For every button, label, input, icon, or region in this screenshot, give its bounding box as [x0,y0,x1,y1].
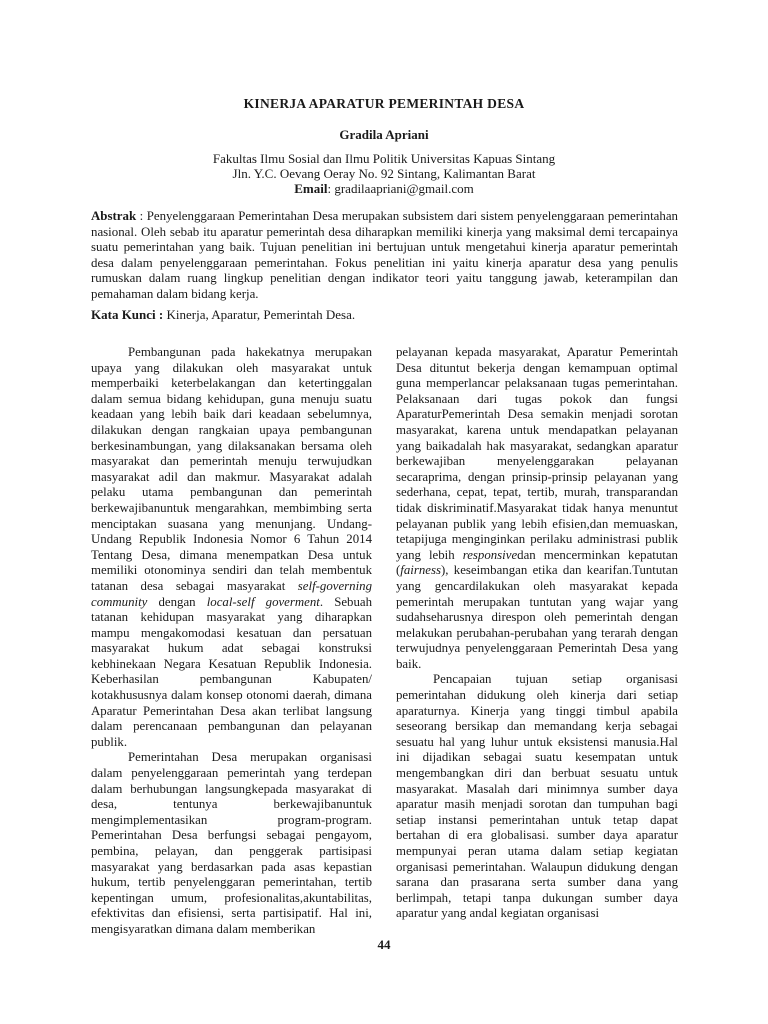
author-email [0,181,768,196]
italic-term: self-governing community [91,578,372,609]
italic-term: local-self goverment [206,594,320,609]
paragraph: Pemerintahan Desa merupakan organisasi dalam penyelenggaraan pemerintah yang terdepan dalam berhubungan langsungkepada masyarakat di desa, tentunya berkewajibanuntuk mengimplementasikan program-program. Pemerintahan Desa berfungsi sebagai pengayom, pembina, pelayan, dan penggerak partisipasi masyarakat yang berdasarkan pada asas kepastian hukum, tertib penyelenggaran pemerintahan, tertib kepentingan umum, profesionalitas,akuntabilitas, efektivitas dan efisiensi, serta partisipatif. Hal ini, mengisyaratkan dimana dalam memberikan [91,750,372,936]
body-column-right [396,345,678,922]
keywords-label: Kata Kunci : [91,307,164,322]
page-number: 44 [377,937,391,952]
italic-term: responsive [462,547,518,562]
italic-term: fairness [400,563,441,578]
email-value: : gradilaapriani@gmail.com [327,181,474,196]
body-column-left [91,345,372,938]
keywords [91,307,678,323]
email-label: Email [294,181,328,196]
author-affiliation [0,151,768,196]
paragraph [396,345,678,672]
paragraph-text: Pembangunan pada hakekatnya merupakan upaya yang dilakukan oleh masyarakat untuk memperbaiki keterbelakangan dan ketertinggalan dalam semua bidang kehidupan, guna menuju suatu keadaan yang lebih baik dari keadaan sebelumnya, dilakukan dengan rangkaian upaya pembangunan berkesinambungan, yang dilaksanakan bersama oleh masyarakat dan pemerintah menuju terwujudkan masyarakat adil dan makmur. Masyarakat adalah pelaku utama pembangunan dan pemerintah berkewajibanuntuk mengarahkan, membimbing serta menciptakan suasana yang menunjang. Undang-Undang Republik Indonesia Nomor 6 Tahun 2014 Tentang Desa, dimana menempatkan Desa untuk memiliki otonominya sendiri dan telah membentuk tatanan desa sebagai masyarakat [91,345,372,593]
paragraph-text: dengan [147,594,207,609]
affiliation-line-1: Fakultas Ilmu Sosial dan Ilmu Politik Universitas Kapuas Sintang [212,151,556,166]
paragraph-text: . Sebuah tatanan kehidupan masyarakat yang diharapkan mampu mengakomodasi kesatuan dan persatuan masyarakat hukum adat sebagai konstruksi kebhinekaan Negara Kesatuan Republik Indonesia. Keberhasilan pembangunan Kabupaten/ kotakhususnya dalam konsep otonomi daerah, dimana Aparatur Pemerintahan Desa akan terlibat langsung dalam perencanaan pembangunan dan pelayanan publik. [91,594,373,749]
affiliation-line-2: Jln. Y.C. Oevang Oeray No. 92 Sintang, Kalimantan Barat [232,166,536,181]
paper-author: Gradila Apriani [339,127,429,142]
paragraph-text: dan mencerminkan kepatutan ( [396,547,678,578]
abstract-text: : Penyelenggaraan Pemerintahan Desa merupakan subsistem dari sistem penyelenggaraan pemerintahan nasional. Oleh sebab itu aparatur pemerintah desa diharapkan memiliki kinerja yang maksimal demi tercapainya suatu pemerintahan yang baik. Tujuan penelitian ini bertujuan untuk mengetahui kinerja aparatur pemerintah desa dalam penyelenggaraan pemerintahan. Fokus penelitian ini yaitu kinerja aparatur desa yang penulis rumuskan dalam ruang lingkup penelitian dengan indikator teori yaitu tanggung jawab, keterampilan dan pemahaman dalam bidang kerja. [91,209,678,301]
paragraph [91,345,372,750]
paragraph-text: pelayanan kepada masyarakat, Aparatur Pemerintah Desa dituntut bekerja dengan kemampuan optimal guna memperlancar pelaksanaan tugas pemerintahan. Pelaksanaan dari tugas pokok dan fungsi AparaturPemerintah Desa semakin menjadi sorotan masyarakat, karena untuk mendapatkan pelayanan yang baikadalah hak masyarakat, sedangkan aparatur berkewajiban menyelenggarakan pelayanan secaraprima, dengan prinsip-prinsip pelayanan yang sederhana, cepat, tepat, tertib, murah, transparandan tidak diskriminatif.Masyarakat tidak hanya menuntut pelayanan publik yang lebih efisien,dan memuaskan, tetapijuga menginginkan perilaku administrasi publik yang lebih [396,345,678,562]
abstract [91,209,678,302]
paragraph-text: ), keseimbangan etika dan kearifan.Tuntutan yang gencardilakukan oleh masyarakat kepada pemerintah merupakan tuntutan yang wajar yang sudahseharusnya direspon oleh pemerintah dengan melakukan perubahan-perubahan yang terarah dengan terwujudnya penyelenggaraan Pemerintah Desa yang baik. [396,563,678,671]
paper-title: KINERJA APARATUR PEMERINTAH DESA [243,96,525,111]
abstract-label: Abstrak [91,209,137,223]
keywords-text: Kinerja, Aparatur, Pemerintah Desa. [163,307,356,322]
paragraph: Pencapaian tujuan setiap organisasi pemerintahan didukung oleh kinerja dari setiap aparaturnya. Kinerja yang tinggi timbul apabila seseorang bersikap dan memandang kerja sebagai sesuatu hal yang luhur untuk eksistensi manusia.Hal ini dijadikan sebagai suatu kesempatan untuk mengembangkan diri dan berbuat sesuatu untuk masyarakat. Masalah dari minimnya sumber daya aparatur masih menjadi sorotan dan tumpuhan bagi setiap instansi pemerintahan untuk tetap dapat bertahan di era globalisasi. sumber daya aparatur mempunyai peran utama dalam setiap kegiatan organisasi pemerintahan. Walaupun didukung dengan sarana dan prasarana serta sumber dana yang berlimpah, tetapi tanpa dukungan sumber daya aparatur yang andal kegiatan organisasi [396,672,678,921]
